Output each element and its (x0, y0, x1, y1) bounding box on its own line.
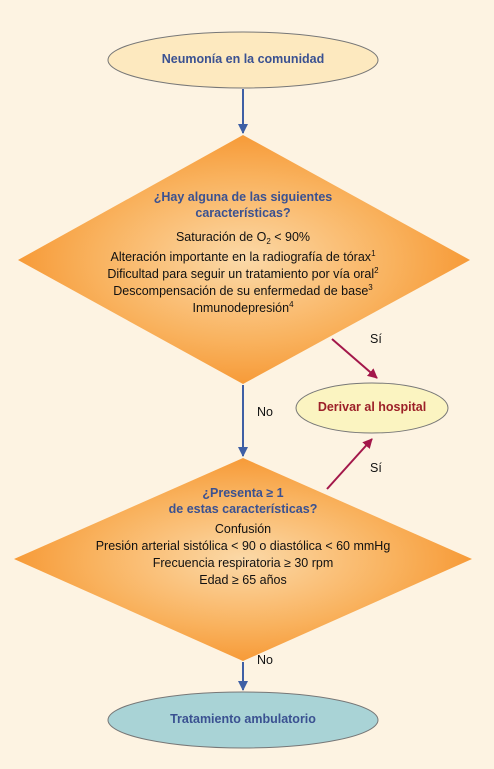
question1-title-line2: características? (195, 206, 291, 220)
question1-item: Inmunodepresión$^4$ (192, 300, 294, 315)
edge-label-no2: No (257, 653, 273, 667)
question2-title-line1: ¿Presenta ≥ 1 (202, 486, 284, 500)
start-label: Neumonía en la comunidad (161, 52, 325, 66)
question2-item: Frecuencia respiratoria ≥ 30 rpm (152, 556, 334, 570)
question1-item: Descompensación de su enfermedad de base$^3$ (113, 283, 373, 298)
question1-item: Alteración importante en la radiografía de tórax$^1$ (110, 249, 376, 264)
question1-title-line1: ¿Hay alguna de las siguientes (153, 190, 333, 204)
question2-title-line2: de estas características? (168, 502, 318, 516)
question2-item: Edad ≥ 65 años (199, 573, 287, 587)
end-label: Tratamiento ambulatorio (170, 712, 316, 726)
question2-item: Confusión (214, 522, 272, 536)
edge-label-no1: No (257, 405, 273, 419)
question1-item: Dificultad para seguir un tratamiento por vía oral$^2$ (107, 266, 379, 281)
hospital-label: Derivar al hospital (317, 400, 427, 414)
question2-item: Presión arterial sistólica < 90 o diastólica < 60 mmHg (95, 539, 391, 553)
edge-label-yes2: Sí (370, 461, 382, 475)
question1-item: Saturación de $O_2 < 90\%$ (175, 230, 311, 246)
edge-label-yes1: Sí (370, 332, 382, 346)
arrow-question2-yes (327, 439, 372, 489)
